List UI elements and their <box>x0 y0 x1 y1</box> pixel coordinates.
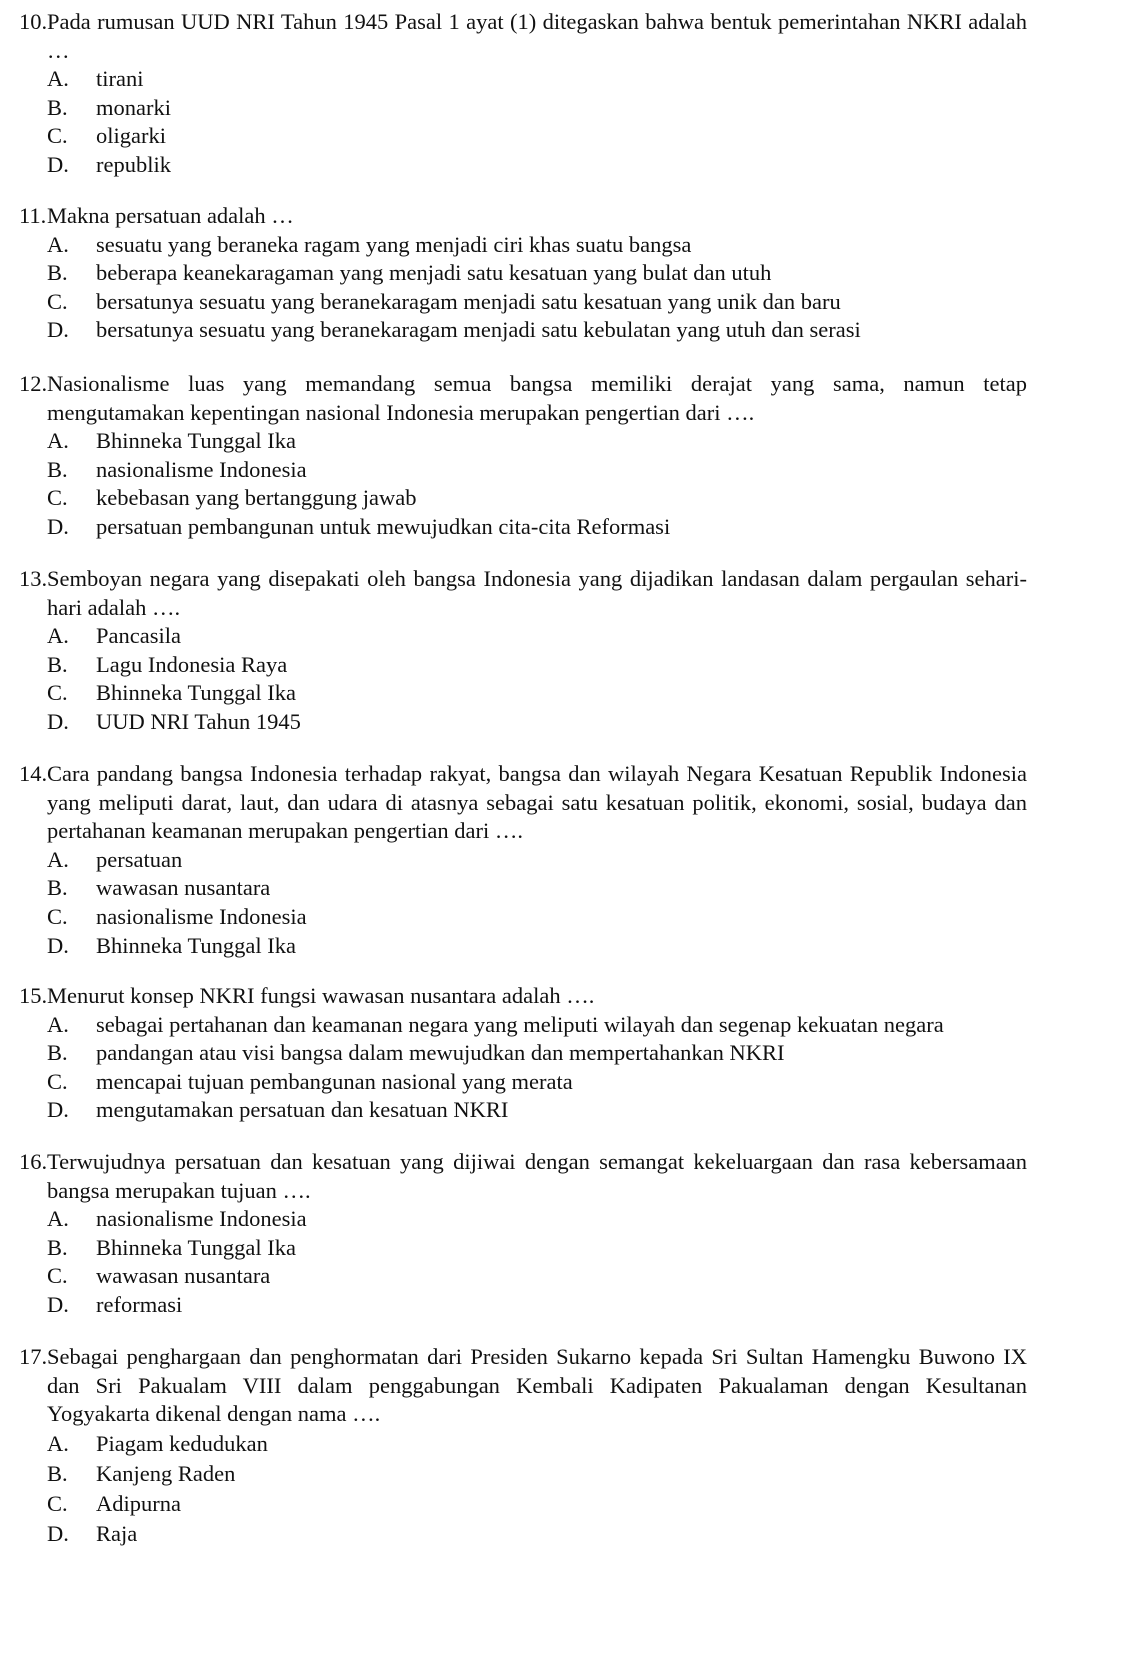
option-b <box>0 1234 1141 1263</box>
option-d <box>0 1519 1141 1549</box>
option-text: beberapa keanekaragaman yang menjadi satu kesatuan yang bulat dan utuh <box>96 260 772 286</box>
option-text: sesuatu yang beraneka ragam yang menjadi ciri khas suatu bangsa <box>96 231 692 257</box>
option-letter: D. <box>47 1520 69 1546</box>
option-b <box>0 1039 1141 1068</box>
option-text: bersatunya sesuatu yang beranekaragam menjadi satu kebulatan yang utuh dan serasi <box>96 317 861 343</box>
option-letter: B. <box>47 94 68 120</box>
question-text-wrapper <box>0 370 1027 427</box>
option-text: reformasi <box>96 1291 183 1317</box>
option-letter: C. <box>47 1263 68 1289</box>
option-d <box>0 151 1141 180</box>
option-letter: B. <box>47 1460 68 1486</box>
option-text: mengutamakan persatuan dan kesatuan NKRI <box>96 1097 509 1123</box>
option-b <box>0 651 1141 680</box>
option-letter: A. <box>47 1206 69 1232</box>
question-text: Cara pandang bangsa Indonesia terhadap rakyat, bangsa dan wilayah Negara Kesatuan Republik Indonesia yang meliputi darat, laut, dan udara di atasnya sebagai satu kesatuan politik, ekonomi, sosial, budaya dan pertahanan keamanan merupakan pengertian dari …. <box>47 761 1027 844</box>
question-14 <box>0 760 1141 960</box>
option-b <box>0 456 1141 485</box>
option-letter: D. <box>47 1291 69 1317</box>
question-16 <box>0 1148 1141 1320</box>
question-10 <box>0 8 1141 180</box>
question-text: Menurut konsep NKRI fungsi wawasan nusantara adalah …. <box>47 983 595 1008</box>
option-letter: B. <box>47 651 68 677</box>
option-a <box>0 1429 1141 1459</box>
option-text: mencapai tujuan pembangunan nasional yang merata <box>96 1068 573 1094</box>
option-d <box>0 708 1141 737</box>
option-text: Lagu Indonesia Raya <box>96 651 288 677</box>
option-letter: A. <box>47 623 69 649</box>
option-letter: D. <box>47 151 69 177</box>
option-letter: D. <box>47 708 69 734</box>
option-b <box>0 94 1141 123</box>
option-text: Bhinneka Tunggal Ika <box>96 428 296 454</box>
question-13 <box>0 565 1141 737</box>
option-text: persatuan pembangunan untuk mewujudkan cita-cita Reformasi <box>96 513 671 539</box>
option-a <box>0 1205 1141 1234</box>
option-a <box>0 427 1141 456</box>
option-d <box>0 932 1141 961</box>
option-a <box>0 846 1141 875</box>
question-17 <box>0 1343 1141 1549</box>
option-a <box>0 622 1141 651</box>
option-b <box>0 1459 1141 1489</box>
option-letter: A. <box>47 428 69 454</box>
option-c <box>0 122 1141 151</box>
option-d <box>0 1096 1141 1125</box>
option-c <box>0 1489 1141 1519</box>
option-letter: B. <box>47 875 68 901</box>
option-letter: B. <box>47 456 68 482</box>
option-text: bersatunya sesuatu yang beranekaragam menjadi satu kesatuan yang unik dan baru <box>96 288 841 314</box>
option-text: wawasan nusantara <box>96 875 271 901</box>
option-text: persatuan <box>96 846 183 872</box>
question-text: Nasionalisme luas yang memandang semua bangsa memiliki derajat yang sama, namun tetap mengutamakan kepentingan nasional Indonesia merupakan pengertian dari …. <box>47 371 1027 425</box>
question-text-wrapper <box>0 1343 1027 1429</box>
option-letter: C. <box>47 1068 68 1094</box>
question-number: 15. <box>19 983 48 1008</box>
option-text: pandangan atau visi bangsa dalam mewujudkan dan mempertahankan NKRI <box>96 1040 785 1066</box>
option-c <box>0 903 1141 932</box>
question-number: 14. <box>19 761 48 786</box>
option-text: nasionalisme Indonesia <box>96 903 307 929</box>
question-text-wrapper <box>0 982 1027 1011</box>
option-letter: D. <box>47 1097 69 1123</box>
option-letter: D. <box>47 513 69 539</box>
question-number: 11. <box>19 203 47 228</box>
option-text: Piagam kedudukan <box>96 1430 268 1456</box>
option-text: monarki <box>96 94 171 120</box>
option-text: Bhinneka Tunggal Ika <box>96 1234 296 1260</box>
option-d <box>0 316 1141 345</box>
option-c <box>0 484 1141 513</box>
option-letter: C. <box>47 123 68 149</box>
question-number: 13. <box>19 566 48 591</box>
option-letter: C. <box>47 903 68 929</box>
option-text: Bhinneka Tunggal Ika <box>96 680 296 706</box>
question-number: 17. <box>19 1344 48 1369</box>
question-text: Pada rumusan UUD NRI Tahun 1945 Pasal 1 ayat (1) ditegaskan bahwa bentuk pemerintahan NKRI adalah … <box>47 9 1027 63</box>
option-text: tirani <box>96 66 144 92</box>
option-text: nasionalisme Indonesia <box>96 456 307 482</box>
option-letter: A. <box>47 1011 69 1037</box>
option-letter: D. <box>47 932 69 958</box>
question-number: 10. <box>19 9 48 34</box>
option-text: kebebasan yang bertanggung jawab <box>96 485 417 511</box>
question-text: Makna persatuan adalah … <box>47 203 294 228</box>
option-text: UUD NRI Tahun 1945 <box>96 708 301 734</box>
option-d <box>0 1291 1141 1320</box>
question-text: Sebagai penghargaan dan penghormatan dari Presiden Sukarno kepada Sri Sultan Hamengku Buwono IX dan Sri Pakualam VIII dalam penggabungan Kembali Kadipaten Pakualaman dengan Kesultanan Yogyakarta dikenal dengan nama …. <box>47 1344 1027 1427</box>
option-letter: C. <box>47 485 68 511</box>
option-a <box>0 65 1141 94</box>
option-letter: A. <box>47 231 69 257</box>
option-text: sebagai pertahanan dan keamanan negara yang meliputi wilayah dan segenap kekuatan negara <box>96 1011 944 1037</box>
question-text: Terwujudnya persatuan dan kesatuan yang dijiwai dengan semangat kekeluargaan dan rasa kebersamaan bangsa merupakan tujuan …. <box>47 1149 1027 1203</box>
option-c <box>0 1262 1141 1291</box>
option-b <box>0 874 1141 903</box>
question-text-wrapper <box>0 8 1027 65</box>
question-12 <box>0 370 1141 542</box>
option-letter: B. <box>47 260 68 286</box>
option-a <box>0 231 1141 260</box>
option-letter: C. <box>47 1490 68 1516</box>
option-text: Bhinneka Tunggal Ika <box>96 932 296 958</box>
option-text: wawasan nusantara <box>96 1263 271 1289</box>
question-number: 12. <box>19 371 48 396</box>
option-letter: A. <box>47 1430 69 1456</box>
option-c <box>0 288 1141 317</box>
option-b <box>0 259 1141 288</box>
option-text: Pancasila <box>96 623 181 649</box>
option-c <box>0 1068 1141 1097</box>
option-letter: D. <box>47 317 69 343</box>
option-text: Kanjeng Raden <box>96 1460 236 1486</box>
question-text-wrapper <box>0 760 1027 846</box>
question-number: 16. <box>19 1149 48 1174</box>
option-text: Adipurna <box>96 1490 181 1516</box>
option-letter: A. <box>47 66 69 92</box>
option-text: republik <box>96 151 171 177</box>
question-text-wrapper <box>0 1148 1027 1205</box>
question-11 <box>0 202 1141 345</box>
question-text-wrapper <box>0 202 1027 231</box>
option-letter: C. <box>47 680 68 706</box>
option-letter: B. <box>47 1234 68 1260</box>
option-d <box>0 513 1141 542</box>
option-text: Raja <box>96 1520 138 1546</box>
question-text: Semboyan negara yang disepakati oleh bangsa Indonesia yang dijadikan landasan dalam pergaulan sehari-hari adalah …. <box>47 566 1027 620</box>
option-text: oligarki <box>96 123 166 149</box>
option-letter: A. <box>47 846 69 872</box>
option-letter: C. <box>47 288 68 314</box>
option-text: nasionalisme Indonesia <box>96 1206 307 1232</box>
option-letter: B. <box>47 1040 68 1066</box>
option-c <box>0 679 1141 708</box>
option-a <box>0 1011 1141 1040</box>
question-15 <box>0 982 1141 1125</box>
question-text-wrapper <box>0 565 1027 622</box>
